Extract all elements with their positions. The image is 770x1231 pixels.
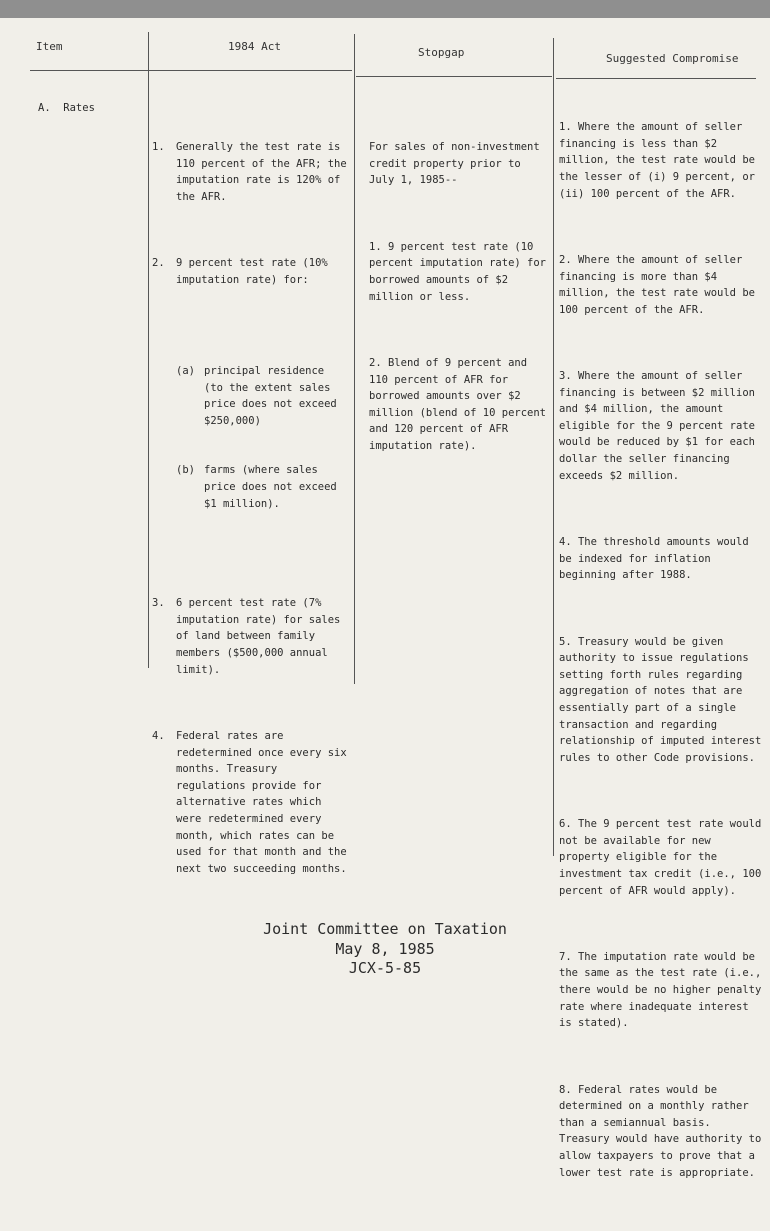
column-divider-3 bbox=[553, 38, 554, 856]
act-1984-column bbox=[152, 106, 354, 927]
act-1984-item: 1. Generally the test rate is 110 percent of the AFR; the imputation rate is 120% of the AFR. bbox=[152, 141, 354, 203]
header-stopgap: Stopgap bbox=[418, 46, 465, 59]
footer-date: May 8, 1985 bbox=[335, 939, 435, 958]
stopgap-intro: For sales of non-investment credit property prior to July 1, 1985-- bbox=[369, 141, 547, 187]
item-label: A. Rates bbox=[38, 102, 95, 114]
compromise-item: 2. Where the amount of seller financing is more than $4 million, the test rate would be 100 percent of the AFR. bbox=[559, 253, 762, 316]
column-divider-1 bbox=[148, 32, 149, 668]
compromise-item: 6. The 9 percent test rate would not be available for new property eligible for the investment tax credit (i.e., 100 percent of AFR would apply). bbox=[559, 818, 768, 897]
stopgap-item: 1. 9 percent test rate (10 percent imputation rate) for borrowed amounts of $2 million or less. bbox=[369, 240, 553, 303]
column-divider-2 bbox=[354, 34, 355, 684]
compromise-item: 4. The threshold amounts would be indexed for inflation beginning after 1988. bbox=[559, 536, 755, 582]
compromise-item: 8. Federal rates would be determined on a monthly rather than a semiannual basis. Treasury would have authority to allow taxpayers to prove that a lower test rate is appropriate. bbox=[559, 1083, 768, 1179]
act-1984-sub-list bbox=[176, 330, 348, 546]
footer-organization: Joint Committee on Taxation bbox=[263, 920, 507, 938]
act-1984-item: 4. Federal rates are redetermined once every six months. Treasury regulations provide for alternative rates which were redetermined every month, which rates can be used for that month and the next two succeeding months. bbox=[152, 729, 354, 875]
act-1984-sub-item: (b) farms (where sales price does not exceed $1 million). bbox=[176, 464, 344, 510]
stopgap-item: 2. Blend of 9 percent and 110 percent of AFR for borrowed amounts over $2 million (blend of 10 percent and 120 percent of AFR imputation rate). bbox=[369, 356, 553, 452]
header-rule-right bbox=[556, 78, 756, 79]
compromise-column bbox=[559, 86, 768, 1231]
compromise-item: 3. Where the amount of seller financing is between $2 million and $4 million, the amount eligible for the 9 percent rate would be reduced by $1 for each dollar the seller financing exceeds $2 million. bbox=[559, 370, 762, 482]
compromise-item: 5. Treasury would be given authority to issue regulations setting forth rules regarding aggregation of notes that are essentially part of a single transaction and regarding relationship of imputed interest rules to other Code provisions. bbox=[559, 635, 768, 764]
act-1984-sub-item: (a) principal residence (to the extent sales price does not exceed $250,000) bbox=[176, 364, 344, 427]
header-rule-middle bbox=[356, 76, 552, 77]
act-1984-item: 2. 9 percent test rate (10% imputation rate) for: bbox=[152, 257, 335, 286]
scan-top-edge bbox=[0, 0, 770, 18]
header-1984-act: 1984 Act bbox=[228, 40, 281, 53]
header-item: Item bbox=[36, 40, 63, 53]
compromise-item: 7. The imputation rate would be the same as the test rate (i.e., there would be no higher penalty rate where inadequate interest is stated). bbox=[559, 950, 768, 1030]
footer bbox=[0, 920, 770, 979]
act-1984-item: 3. 6 percent test rate (7% imputation rate) for sales of land between family members ($500,000 annual limit). bbox=[152, 597, 347, 676]
header-rule-left bbox=[30, 70, 352, 71]
footer-document-id: JCX-5-85 bbox=[348, 959, 422, 977]
stopgap-column bbox=[369, 106, 553, 504]
compromise-item: 1. Where the amount of seller financing is less than $2 million, the test rate would be the lesser of (i) 9 percent, or (ii) 100 percent of the AFR. bbox=[559, 121, 762, 200]
header-suggested-compromise: Suggested Compromise bbox=[606, 52, 739, 65]
